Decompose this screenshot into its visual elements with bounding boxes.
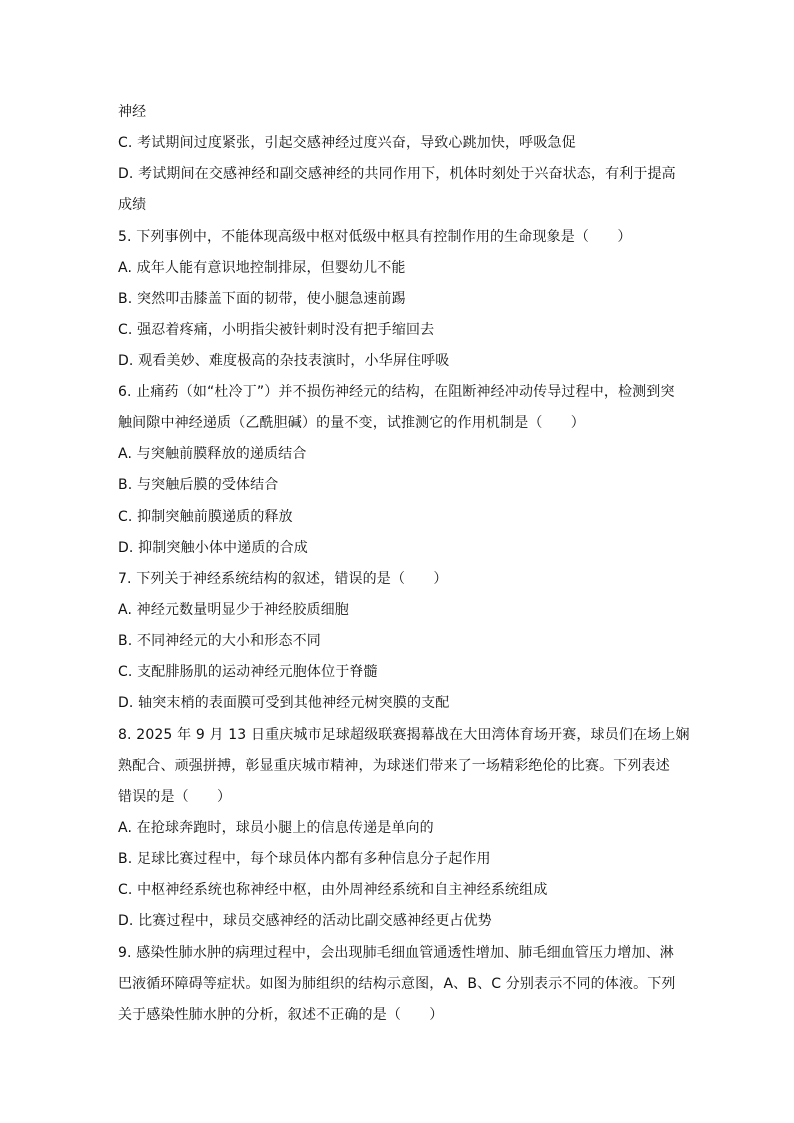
q8-option-b: B. 足球比赛过程中，每个球员体内都有多种信息分子起作用 (118, 851, 491, 867)
question-5-stem: 5. 下列事例中，不能体现高级中枢对低级中枢具有控制作用的生命现象是（ ） (118, 229, 632, 245)
q6-option-a: A. 与突触前膜释放的递质结合 (118, 446, 307, 462)
q6-option-c: C. 抑制突触前膜递质的释放 (118, 509, 293, 525)
text-line-neuro-continuation: 神经 (118, 104, 147, 120)
q5-option-b: B. 突然叩击膝盖下面的韧带，使小腿急速前踢 (118, 291, 406, 307)
q4-option-d-continuation: 成绩 (118, 197, 147, 213)
question-8-stem-continuation-1: 熟配合、顽强拼搏，彰显重庆城市精神，为球迷们带来了一场精彩绝伦的比赛。下列表述 (118, 758, 670, 774)
q5-option-d: D. 观看美妙、难度极高的杂技表演时，小华屏住呼吸 (118, 353, 450, 369)
question-9-stem-continuation-1: 巴液循环障碍等症状。如图为肺组织的结构示意图，A、B、C 分别表示不同的体液。下列 (118, 976, 676, 992)
question-9-stem: 9. 感染性肺水肿的病理过程中，会出现肺毛细血管通透性增加、肺毛细血管压力增加、淋 (118, 945, 674, 961)
q6-option-b: B. 与突触后膜的受体结合 (118, 477, 279, 493)
question-8-stem-continuation-2: 错误的是（ ） (118, 789, 232, 805)
question-7-stem: 7. 下列关于神经系统结构的叙述，错误的是（ ） (118, 571, 448, 587)
q5-option-c: C. 强忍着疼痛，小明指尖被针刺时没有把手缩回去 (118, 322, 435, 338)
q7-option-b: B. 不同神经元的大小和形态不同 (118, 633, 321, 649)
q7-option-d: D. 轴突末梢的表面膜可受到其他神经元树突膜的支配 (118, 695, 450, 711)
q4-option-d: D. 考试期间在交感神经和副交感神经的共同作用下，机体时刻处于兴奋状态，有利于提高 (118, 166, 676, 182)
q4-option-c: C. 考试期间过度紧张，引起交感神经过度兴奋，导致心跳加快，呼吸急促 (118, 135, 576, 151)
q7-option-a: A. 神经元数量明显少于神经胶质细胞 (118, 602, 349, 618)
question-9-stem-continuation-2: 关于感染性肺水肿的分析，叙述不正确的是（ ） (118, 1007, 444, 1023)
q7-option-c: C. 支配腓肠肌的运动神经元胞体位于脊髓 (118, 664, 378, 680)
q5-option-a: A. 成年人能有意识地控制排尿，但婴幼儿不能 (118, 260, 406, 276)
q6-option-d: D. 抑制突触小体中递质的合成 (118, 540, 308, 556)
q8-option-a: A. 在抢球奔跑时，球员小腿上的信息传递是单向的 (118, 820, 434, 836)
q8-option-c: C. 中枢神经系统也称神经中枢，由外周神经系统和自主神经系统组成 (118, 882, 548, 898)
question-8-stem: 8. 2025 年 9 月 13 日重庆城市足球超级联赛揭幕战在大田湾体育场开赛，球员们在场上娴 (118, 727, 690, 743)
q8-option-d: D. 比赛过程中，球员交感神经的活动比副交感神经更占优势 (118, 913, 492, 929)
question-6-stem: 6. 止痛药（如“杜冷丁”）并不损伤神经元的结构，在阻断神经冲动传导过程中，检测到突 (118, 384, 675, 400)
question-6-stem-continuation: 触间隙中神经递质（乙酰胆碱）的量不变，试推测它的作用机制是（ ） (118, 415, 585, 431)
